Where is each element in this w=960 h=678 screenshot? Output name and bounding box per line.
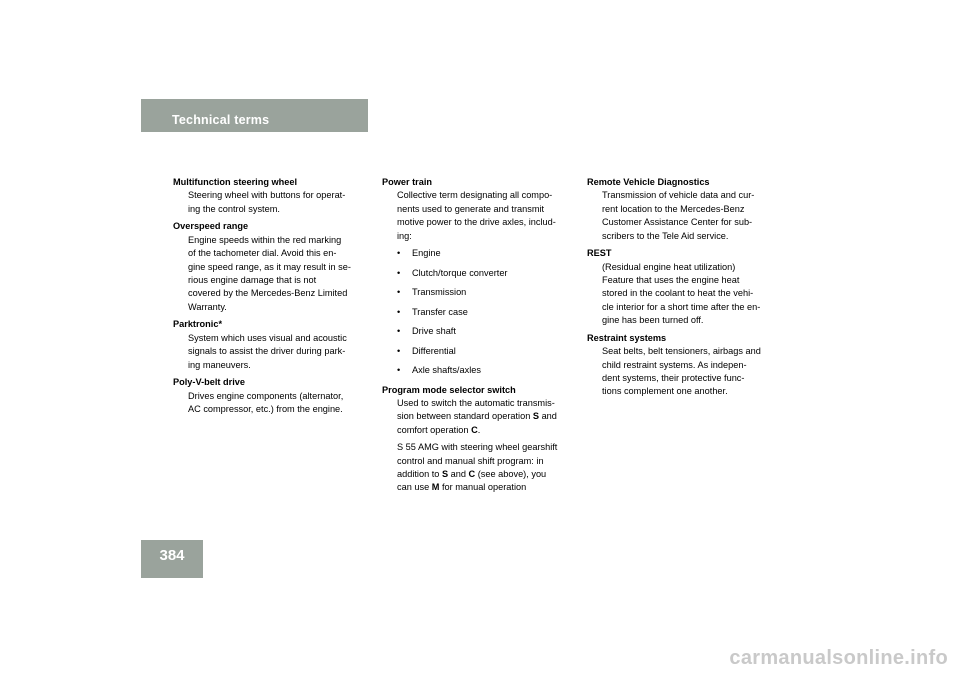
glossary-definition: Transmission of vehicle data and cur- rent location to the Mercedes-Benz Customer Assistance Center for sub- scribers to the Tele Aid service. (602, 190, 755, 241)
page-number-box (141, 540, 203, 578)
glossary-term: Restraint systems (587, 332, 667, 343)
section-title: Technical terms (172, 113, 270, 127)
list-item: • Transfer case (397, 306, 582, 319)
glossary-definition: System which uses visual and acoustic signals to assist the driver during park- ing maneuvers. (188, 332, 347, 370)
glossary-definition: Steering wheel with buttons for operat- ing the control system. (188, 190, 346, 214)
list-item: • Clutch/torque converter (397, 267, 582, 280)
glossary-entry (382, 384, 582, 495)
list-item: • Engine (397, 247, 582, 260)
list-item: • Transmission (397, 286, 582, 299)
glossary-term: Parktronic* (173, 319, 223, 330)
glossary-entry (587, 332, 787, 399)
section-header (141, 99, 368, 132)
glossary-entry (587, 176, 787, 243)
glossary-term: Multifunction steering wheel (173, 177, 298, 187)
glossary-note: S 55 AMG with steering wheel gearshift control and manual shift program: in addition to S and C (see above), you can use M for manual operation (397, 442, 558, 493)
glossary-definition: (Residual engine heat utilization) Feature that uses the engine heat stored in the coolant to heat the vehi- cle interior for a short time after the en- gine has been turned off. (602, 261, 761, 326)
watermark: carmanualsonline.info (729, 647, 948, 669)
bullet-icon: • (397, 345, 401, 356)
glossary-term: Power train (382, 177, 433, 187)
column-1 (173, 176, 373, 421)
glossary-entry (173, 176, 373, 216)
bullet-icon: • (397, 365, 401, 376)
glossary-entry (173, 376, 373, 416)
bullet-list (382, 247, 582, 377)
page-number: 384 (159, 547, 185, 564)
glossary-term: Program mode selector switch (382, 384, 516, 395)
bullet-icon: • (397, 287, 401, 298)
bullet-icon: • (397, 248, 401, 259)
glossary-term: REST (587, 248, 612, 259)
glossary-term: Remote Vehicle Diagnostics (587, 177, 710, 187)
bullet-icon: • (397, 326, 401, 337)
glossary-definition: Engine speeds within the red marking of the tachometer dial. Avoid this en- gine speed range, as it may result in se- rious engine damage that is not covered by the Mercedes-Benz Limited Warranty. (188, 234, 351, 312)
glossary-definition: Used to switch the automatic transmis- sion between standard operation S and comfort operation C. (397, 397, 557, 435)
glossary-entry (173, 318, 373, 372)
glossary-definition: Drives engine components (alternator, AC compressor, etc.) from the engine. (188, 390, 344, 415)
glossary-entry (382, 176, 582, 377)
glossary-definition: Collective term designating all compo- nents used to generate and transmit motive power to the drive axles, includ- ing: (397, 190, 556, 241)
list-item: • Axle shafts/axles (397, 364, 582, 377)
glossary-definition: Seat belts, belt tensioners, airbags and child restraint systems. As indepen- dent systems, their protective func- tions complement one another. (602, 346, 761, 397)
glossary-entry (173, 220, 373, 314)
glossary-term: Overspeed range (173, 221, 249, 232)
glossary-term: Poly-V-belt drive (173, 377, 245, 388)
glossary-entry (587, 247, 787, 327)
bullet-icon: • (397, 267, 401, 278)
list-item: • Differential (397, 345, 582, 358)
column-2 (382, 176, 582, 499)
list-item: • Drive shaft (397, 325, 582, 338)
column-3 (587, 176, 787, 403)
bullet-icon: • (397, 306, 401, 317)
